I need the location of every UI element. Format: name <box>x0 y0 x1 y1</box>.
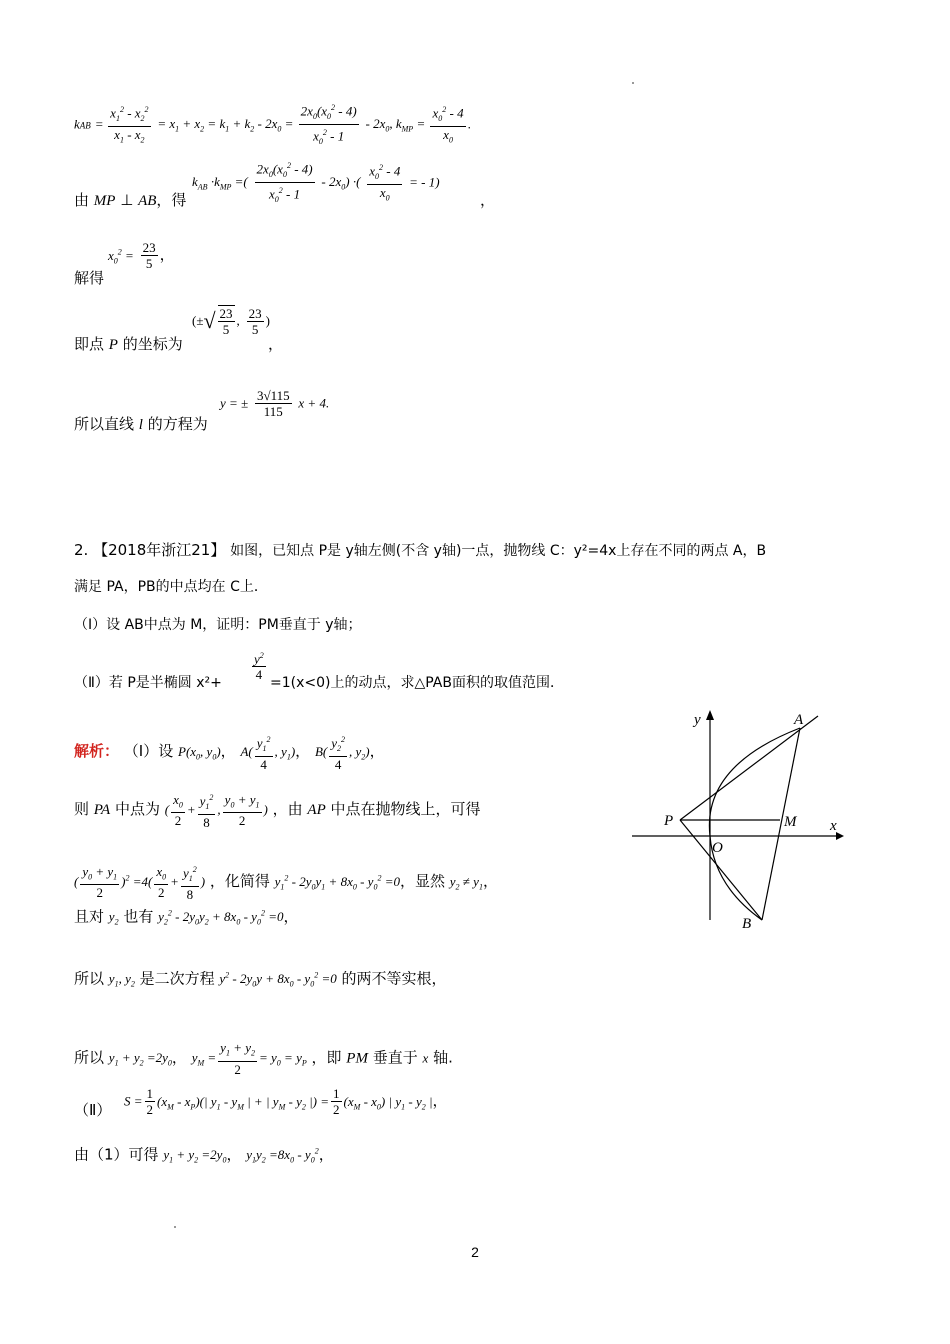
label-B: B <box>742 916 752 932</box>
problem-part-2b: =1(x<0)上的动点，求△PAB面积的取值范围． <box>270 675 564 691</box>
geometry-figure <box>628 706 848 942</box>
label-M: M <box>784 814 797 830</box>
prev-line-5-text: 所以直线 l 的方程为 <box>74 415 208 433</box>
prev-line-1: kAB = $\frac{x_1^2 - x_2^2}{x_1 - x_2}$ = $x_1 + x_2 = k_1 + k_2 - 2x_0$ = $\frac{2x_0(x_0^2 - 4)}{x_0^2 - 1}$ - $2x_0$, $k_{MP}$ = $\frac{x_0^2 - 4}{x_0}$ . <box>74 100 471 149</box>
scan-dot <box>632 82 634 84</box>
problem-number: 2. <box>74 541 89 559</box>
prev-line-4-math: (±√ $\frac{23}{5}$ , $\frac{23}{5}$ ) <box>192 305 270 337</box>
label-x: x <box>830 818 837 834</box>
x-axis-arrow <box>836 832 844 840</box>
problem-part-2a: （Ⅱ）若 P是半椭圆 x²+ <box>74 675 222 691</box>
problem-source: 【2018年浙江21】 <box>93 541 226 559</box>
sol-line-6: 所以 $y_1 + y_2 =2y_0$， $y_M$ = $\frac{y_1 + y_2}{2}$ = $y_0 = y_P$ ，即 PM 垂直于 x 轴. <box>74 1040 453 1077</box>
problem2-line1 <box>74 540 766 561</box>
sol-line-1: 解析： （Ⅰ）设 $P(x_0$, $y_0$)， A( $\frac{y_1^2}{4}$ , $y_1$)， B( $\frac{y_2^2}{4}$ , $y_2$)， <box>74 732 385 772</box>
label-P: P <box>664 813 674 829</box>
sol-line-3: ( $\frac{y_0 + y_1}{2}$ )$^2$ =4( $\frac{x_0}{2}$ + $\frac{y_1^2}{8}$ ) ，化简得 $y_1^2 - 2y_0y_1 + 8x_0 - y_0^2 =0$，显然 $y_2 \ne y_1$， <box>74 863 498 902</box>
label-A: A <box>794 712 804 728</box>
line-PB <box>680 820 762 920</box>
prev-line-5-math: y = ± $\frac{3√115}{115}$ x + 4. <box>220 388 330 419</box>
problem2-part1 <box>74 614 362 635</box>
problem-stem-2: 满足 PA，PB的中点均在 C上． <box>74 579 268 595</box>
label-O: O <box>712 840 723 856</box>
y-axis-arrow <box>706 710 714 720</box>
prev-line-4-text: 即点 P 的坐标为 <box>74 335 183 353</box>
sol-line-4: 且对 $y_2$ 也有 $y_2^2 - 2y_0y_2 + 8x_0 - y_0^2 =0$， <box>74 907 299 927</box>
prev-line-2-math: $k_{AB} \cdot k_{MP}$ =( $\frac{2x_0(x_0^2 - 4)}{x_0^2 - 1}$ - $2x_0$) ·( $\frac{x_0^2 - 4}{x_0}$ = - 1) <box>192 158 440 207</box>
sol-line-7: （Ⅱ） <box>74 1101 112 1119</box>
problem2-part2-tail <box>270 672 564 693</box>
line-PA <box>680 716 818 820</box>
sol-line-2: 则 PA 中点为 ( $\frac{x_0}{2}$ + $\frac{y_1^2}{8}$ , $\frac{y_0 + y_1}{2}$ ) ，由 AP 中点在抛物线上，可得 <box>74 791 481 830</box>
sol-line-5: 所以 $y_1$, $y_2$ 是二次方程 $y^2 - 2y_0y + 8x_0 - y_0^2 =0$ 的两不等实根， <box>74 969 447 989</box>
prev-line-3-math: $x_0^2$ = $\frac{23}{5}$ ， <box>108 240 175 271</box>
label-y: y <box>694 712 701 728</box>
solution-label: 解析： <box>74 741 120 760</box>
problem-part-1: （Ⅰ）设 AB中点为 M，证明：PM垂直于 y轴； <box>74 617 362 633</box>
prev-line-4-comma: ， <box>268 335 284 353</box>
problem2-part2 <box>74 672 222 693</box>
prev-line-2-text: 由 MP ⊥ AB，得 <box>74 191 187 209</box>
page-number: 2 <box>471 1244 479 1260</box>
problem2-part2-frac: $\frac{y^2}{4}$ <box>250 648 268 682</box>
sol-line-8: 由（1）可得 $y_1 + y_2 =2y_0$， $y_1y_2 =8x_0 - y_0^2$， <box>74 1145 334 1165</box>
sol-line-7-math: S = $\frac{1}{2}$ $(x_M - x_P)(|$ $y_1 - y_M$ | + | $y_M - y_2$ |) = $\frac{1}{2}$ $(x_M - x_0)$ | $y_1 - y_2$ |， <box>124 1086 448 1117</box>
problem-stem-1: 如图，已知点 P是 y轴左侧(不含 y轴)一点，抛物线 C：y²=4x上存在不同的两点 A，B <box>230 543 767 559</box>
problem2-line2 <box>74 576 268 597</box>
prev-line-2-comma: ， <box>480 191 496 209</box>
prev-line-3-text: 解得 <box>74 269 105 287</box>
scan-dot <box>174 1226 176 1228</box>
